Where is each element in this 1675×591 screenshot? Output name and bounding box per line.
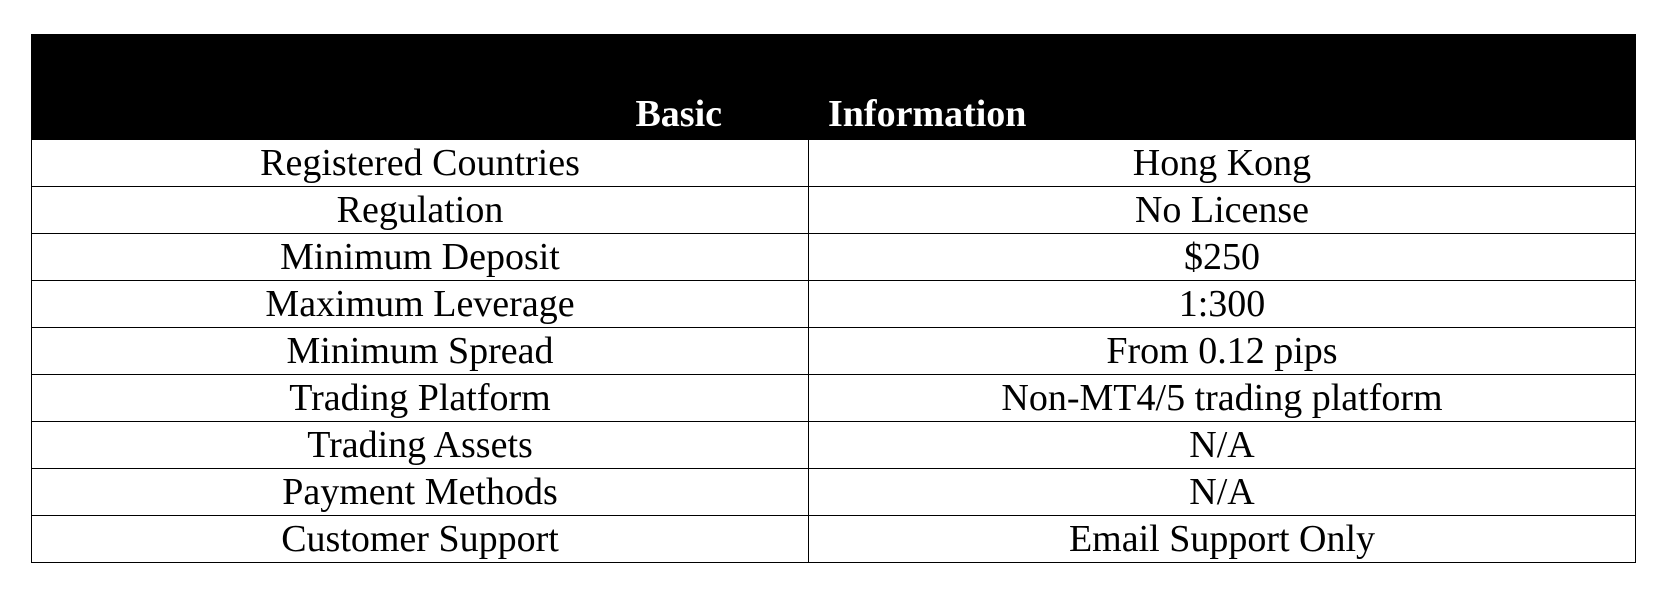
row-label: Registered Countries — [32, 140, 809, 187]
row-value: From 0.12 pips — [809, 328, 1636, 375]
row-value: Hong Kong — [809, 140, 1636, 187]
table-row — [32, 187, 1636, 234]
row-value: No License — [809, 187, 1636, 234]
row-value: Non-MT4/5 trading platform — [809, 375, 1636, 422]
row-value: 1:300 — [809, 281, 1636, 328]
header-basic: Basic — [32, 35, 809, 140]
table-row — [32, 140, 1636, 187]
row-label: Payment Methods — [32, 469, 809, 516]
table-row — [32, 469, 1636, 516]
row-label: Trading Platform — [32, 375, 809, 422]
row-value: N/A — [809, 469, 1636, 516]
row-value: Email Support Only — [809, 516, 1636, 563]
header-information: Information — [809, 35, 1636, 140]
header-row — [32, 35, 1636, 140]
table-row — [32, 375, 1636, 422]
table-header — [32, 35, 1636, 140]
row-label: Minimum Deposit — [32, 234, 809, 281]
table-body — [32, 140, 1636, 563]
basic-information-table — [31, 34, 1636, 563]
row-value: $250 — [809, 234, 1636, 281]
row-label: Minimum Spread — [32, 328, 809, 375]
row-label: Regulation — [32, 187, 809, 234]
row-label: Customer Support — [32, 516, 809, 563]
table-row — [32, 422, 1636, 469]
row-label: Maximum Leverage — [32, 281, 809, 328]
row-value: N/A — [809, 422, 1636, 469]
table-row — [32, 234, 1636, 281]
table-row — [32, 328, 1636, 375]
row-label: Trading Assets — [32, 422, 809, 469]
table-row — [32, 516, 1636, 563]
table-row — [32, 281, 1636, 328]
